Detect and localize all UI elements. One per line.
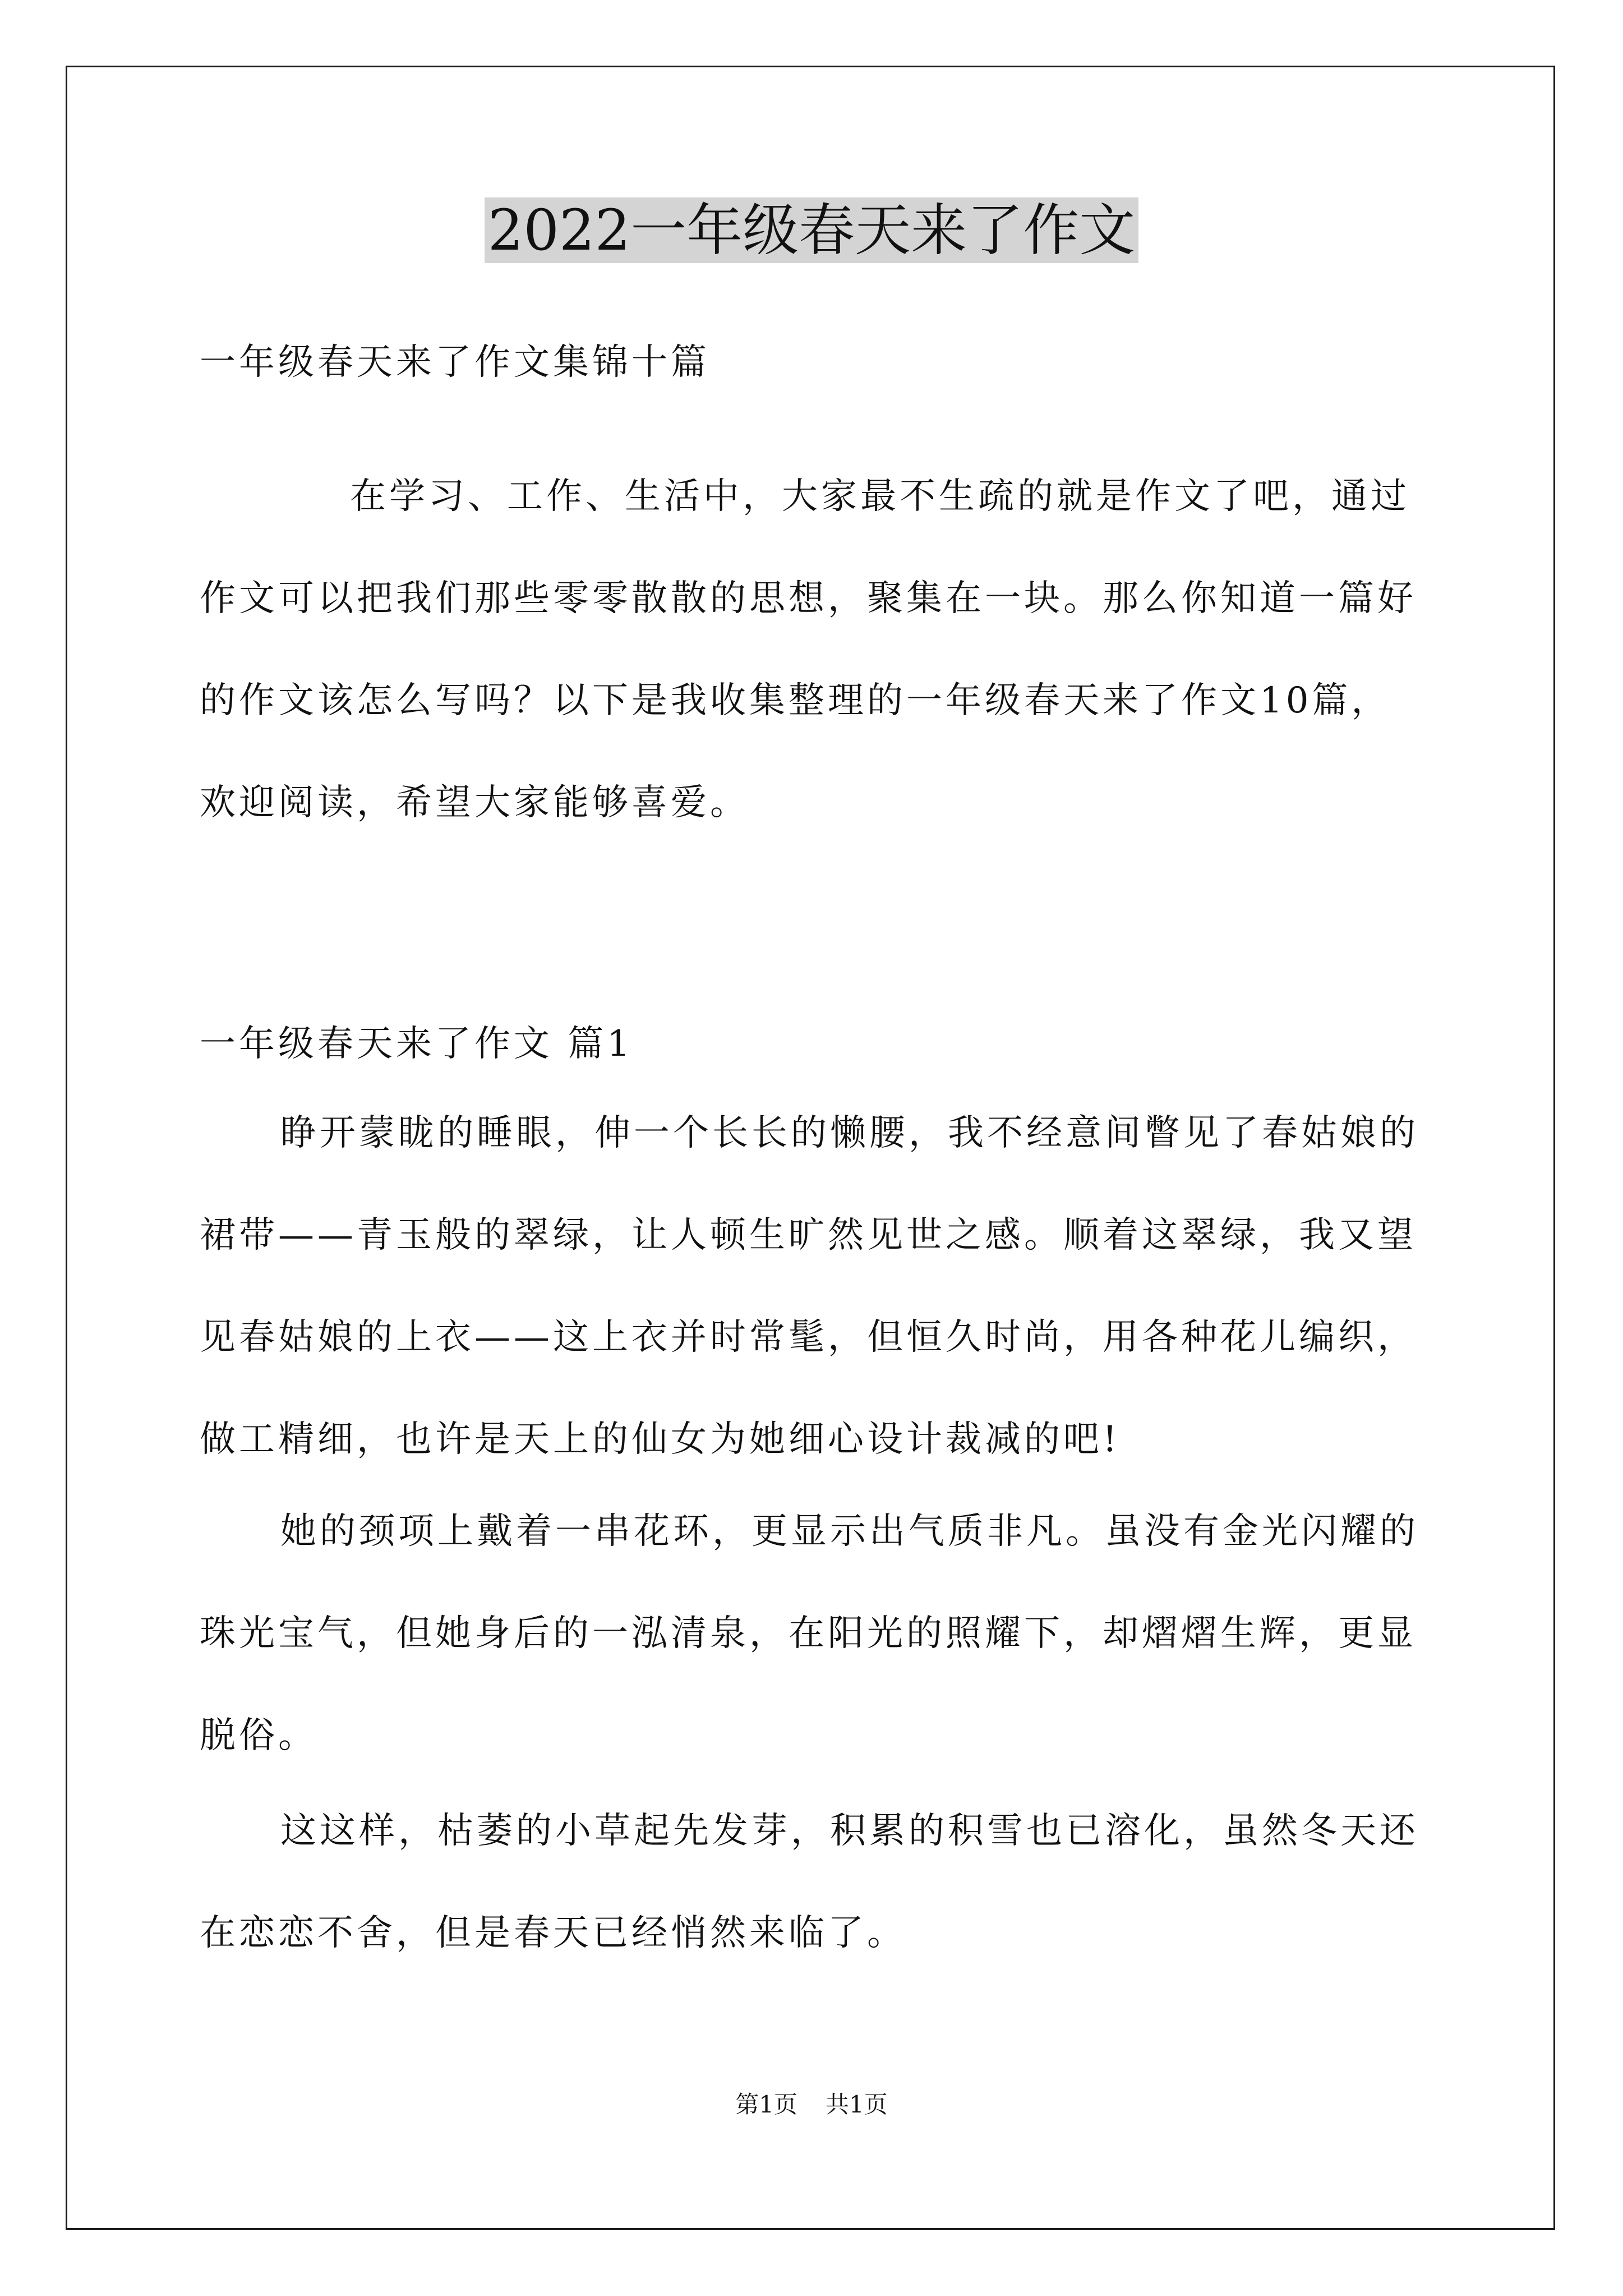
collection-heading: 一年级春天来了作文集锦十篇 — [200, 342, 710, 383]
document-title — [0, 194, 1623, 267]
page-number-total: 共1页 — [826, 2091, 888, 2118]
body-paragraph-3: 这这样，枯萎的小草起先发芽，积累的积雪也已溶化，虽然冬天还在恋恋不舍，但是春天已经悄然来临了。 — [200, 1810, 1419, 1954]
page-footer — [0, 2088, 1623, 2122]
page-number-current: 第1页 — [735, 2091, 797, 2118]
section-heading: 一年级春天来了作文 篇1 — [200, 1023, 634, 1065]
document-title-text: 2022一年级春天来了作文 — [485, 197, 1139, 263]
intro-paragraph: 在学习、工作、生活中，大家最不生疏的就是作文了吧，通过作文可以把我们那些零零散散的思想，聚集在一块。那么你知道一篇好的作文该怎么写吗？以下是我收集整理的一年级春天来了作文10篇，欢迎阅读，希望大家能够喜爱。 — [200, 476, 1417, 823]
body-paragraph-2: 她的颈项上戴着一串花环，更显示出气质非凡。虽没有金光闪耀的珠光宝气，但她身后的一泓清泉，在阳光的照耀下，却熠熠生辉，更显脱俗。 — [200, 1511, 1419, 1756]
body-paragraph-1: 睁开蒙眬的睡眼，伸一个长长的懒腰，我不经意间瞥见了春姑娘的裙带——青玉般的翠绿，让人顿生旷然见世之感。顺着这翠绿，我又望见春姑娘的上衣——这上衣并时常髦，但恒久时尚，用各种花儿编织，做工精细，也许是天上的仙女为她细心设计裁减的吧! — [200, 1112, 1419, 1460]
